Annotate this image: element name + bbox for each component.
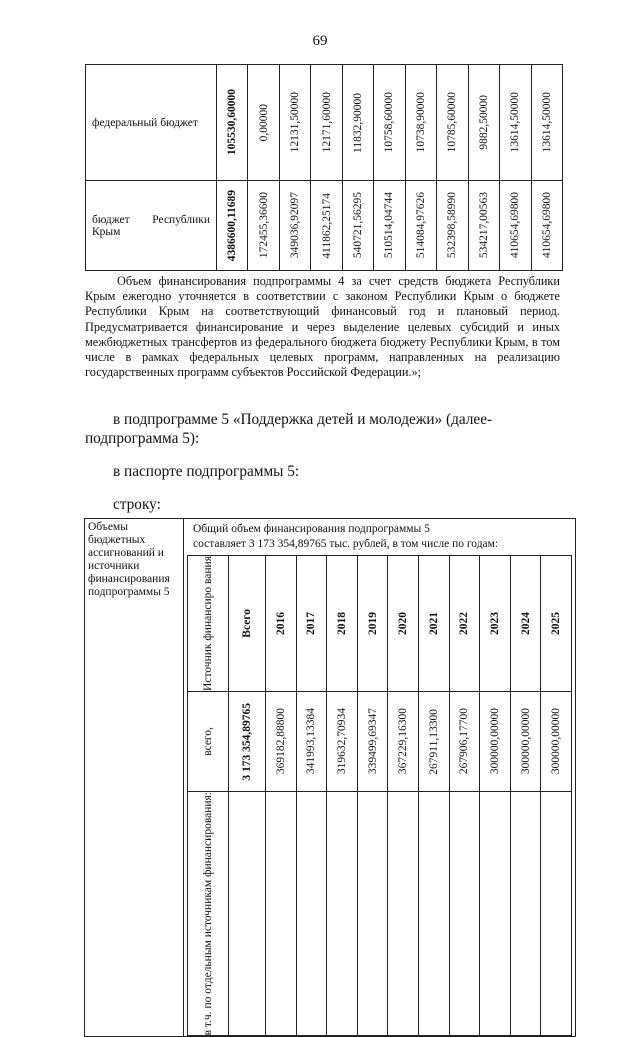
year-value-text: 534217,00563: [477, 192, 490, 259]
year-value-text: 339499,69347: [366, 708, 379, 775]
year-value-text: 341993,13384: [305, 708, 318, 775]
funding-table-subprogram-4: [85, 64, 563, 271]
year-value: [388, 691, 419, 791]
year-header-text: 2018: [335, 611, 348, 635]
year-value-text: 540721,56295: [352, 192, 365, 259]
year-value-text: 319632,70934: [335, 708, 348, 775]
year-value-text: 411862,25174: [320, 192, 333, 259]
year-value-text: 349036,92097: [289, 192, 302, 259]
row-label-text: в т.ч. по отдельным источникам финансирования:: [202, 791, 214, 1036]
year-value: [327, 791, 358, 1035]
page-number: 69: [312, 33, 328, 49]
year-value: [541, 691, 572, 791]
year-value-text: 12171,60000: [320, 92, 333, 153]
year-value: [342, 181, 373, 271]
col-total-header: [229, 556, 266, 692]
year-header-text: 2022: [458, 611, 471, 635]
year-value-text: 11832,90000: [352, 92, 365, 153]
year-value: [405, 181, 436, 271]
year-value: [437, 181, 468, 271]
year-value: [468, 181, 499, 271]
year-value-text: 9882,50000: [477, 95, 490, 150]
year-header: [510, 556, 541, 692]
total-funding-line1: Общий объем финансирования подпрограммы 5: [193, 523, 430, 535]
table-row: [188, 791, 572, 1035]
year-value: [541, 791, 572, 1035]
row-total: [217, 65, 248, 181]
funding-by-year-table: [187, 555, 572, 1036]
row-line: строку:: [113, 496, 161, 513]
passport-line: в паспорте подпрограммы 5:: [113, 463, 300, 480]
section-heading-line2: подпрограмма 5):: [85, 430, 200, 447]
col-total-header-text: Всего: [241, 609, 253, 638]
year-value: [327, 691, 358, 791]
year-value-text: 300000,00000: [488, 708, 501, 775]
passport-table-subprogram-5: [84, 518, 576, 1037]
year-header: [266, 556, 297, 692]
year-header-text: 2019: [366, 611, 379, 635]
year-value-text: 10785,60000: [446, 92, 459, 153]
year-header-text: 2024: [519, 611, 532, 635]
year-value: [311, 65, 342, 181]
year-header: [357, 556, 388, 692]
year-value-text: 510514,04744: [383, 192, 396, 259]
section-heading-line1: в подпрограмме 5 «Поддержка детей и молодежи» (далее-: [113, 411, 493, 428]
year-value-text: 532398,58990: [446, 192, 459, 259]
year-value: [248, 65, 279, 181]
year-header: [449, 556, 480, 692]
total-funding-line2: составляет 3 173 354,89765 тыс. рублей, в том числе по годам:: [193, 538, 499, 550]
year-value-text: 367229,16300: [397, 708, 410, 775]
col-source-header: [188, 556, 229, 692]
header-row: [188, 556, 572, 692]
row-label: [188, 791, 229, 1035]
year-value: [510, 691, 541, 791]
year-header-text: 2025: [550, 611, 563, 635]
year-value: [296, 791, 327, 1035]
year-header-text: 2016: [274, 611, 287, 635]
year-value-text: 369182,88800: [274, 708, 287, 775]
col-source-header-text: Источник финансиро вания: [202, 556, 214, 691]
year-value: [342, 65, 373, 181]
year-header-text: 2023: [488, 611, 501, 635]
year-header: [541, 556, 572, 692]
year-value: [449, 691, 480, 791]
year-value-text: 13614,50000: [540, 92, 553, 153]
year-value-text: 172455,36600: [257, 192, 270, 259]
year-value-text: 10758,60000: [383, 92, 396, 153]
row-total: [229, 791, 266, 1035]
year-value: [266, 791, 297, 1035]
funding-paragraph: Объем финансирования подпрограммы 4 за счет средств бюджета Республики Крым ежегодно уточняется в соответствии с законом Республики Крым о бюджете Республики Крым на соответствующий финансовый год и плановый период. Предусматривается финансирование и через выделение целевых субсидий и иных межбюджетных трансфертов из федерального бюджета бюджету Республики Крым, в том числе в рамках федеральных целевых программ, направленных на реализацию государственных программ субъектов Российской Федерации.»;: [85, 274, 560, 380]
year-value: [437, 65, 468, 181]
year-value: [248, 181, 279, 271]
year-header: [296, 556, 327, 692]
row-total: [229, 691, 266, 791]
year-value: [531, 65, 562, 181]
year-value: [388, 791, 419, 1035]
year-value: [418, 691, 449, 791]
year-value: [357, 791, 388, 1035]
table-row: [188, 691, 572, 791]
year-value: [374, 65, 405, 181]
passport-row-label: Объемы бюджетных ассигнований и источники финансирования подпрограммы 5: [85, 519, 184, 1037]
row-label: бюджет Республики Крым: [86, 181, 217, 271]
year-header: [388, 556, 419, 692]
year-value: [468, 65, 499, 181]
row-total-text: 3 173 354,89765: [241, 702, 253, 781]
year-value: [500, 181, 531, 271]
year-header-text: 2021: [427, 611, 440, 635]
table-row: [86, 181, 563, 271]
year-value-text: 12131,50000: [289, 92, 302, 153]
year-value: [480, 791, 511, 1035]
year-value-text: 0,00000: [257, 103, 270, 142]
row-label-text: всего,: [202, 727, 214, 756]
year-value: [449, 791, 480, 1035]
year-value: [418, 791, 449, 1035]
year-value-text: 267906,17700: [458, 708, 471, 775]
row-label: федеральный бюджет: [86, 65, 217, 181]
year-value-text: 514084,97626: [414, 192, 427, 259]
year-value: [357, 691, 388, 791]
row-total: [217, 181, 248, 271]
year-value-text: 300000,00000: [519, 708, 532, 775]
year-value: [296, 691, 327, 791]
year-value: [500, 65, 531, 181]
year-value: [405, 65, 436, 181]
year-header: [480, 556, 511, 692]
year-header-text: 2017: [305, 611, 318, 635]
year-header-text: 2020: [397, 611, 410, 635]
row-total-text: 4386600,11689: [226, 189, 239, 262]
table-row: [86, 65, 563, 181]
year-value-text: 410654,69800: [509, 192, 522, 259]
year-value: [279, 181, 310, 271]
year-value-text: 13614,50000: [509, 92, 522, 153]
year-value: [374, 181, 405, 271]
year-value: [531, 181, 562, 271]
year-value: [266, 691, 297, 791]
year-value-text: 10738,90000: [414, 92, 427, 153]
year-value-text: 267911,13300: [427, 708, 440, 775]
row-total-text: 105530,60000: [226, 89, 239, 156]
year-value-text: 410654,69800: [540, 192, 553, 259]
year-value: [510, 791, 541, 1035]
row-label: [188, 691, 229, 791]
year-header: [327, 556, 358, 692]
year-header: [418, 556, 449, 692]
year-value-text: 300000,00000: [550, 708, 563, 775]
year-value: [311, 181, 342, 271]
year-value: [279, 65, 310, 181]
year-value: [480, 691, 511, 791]
